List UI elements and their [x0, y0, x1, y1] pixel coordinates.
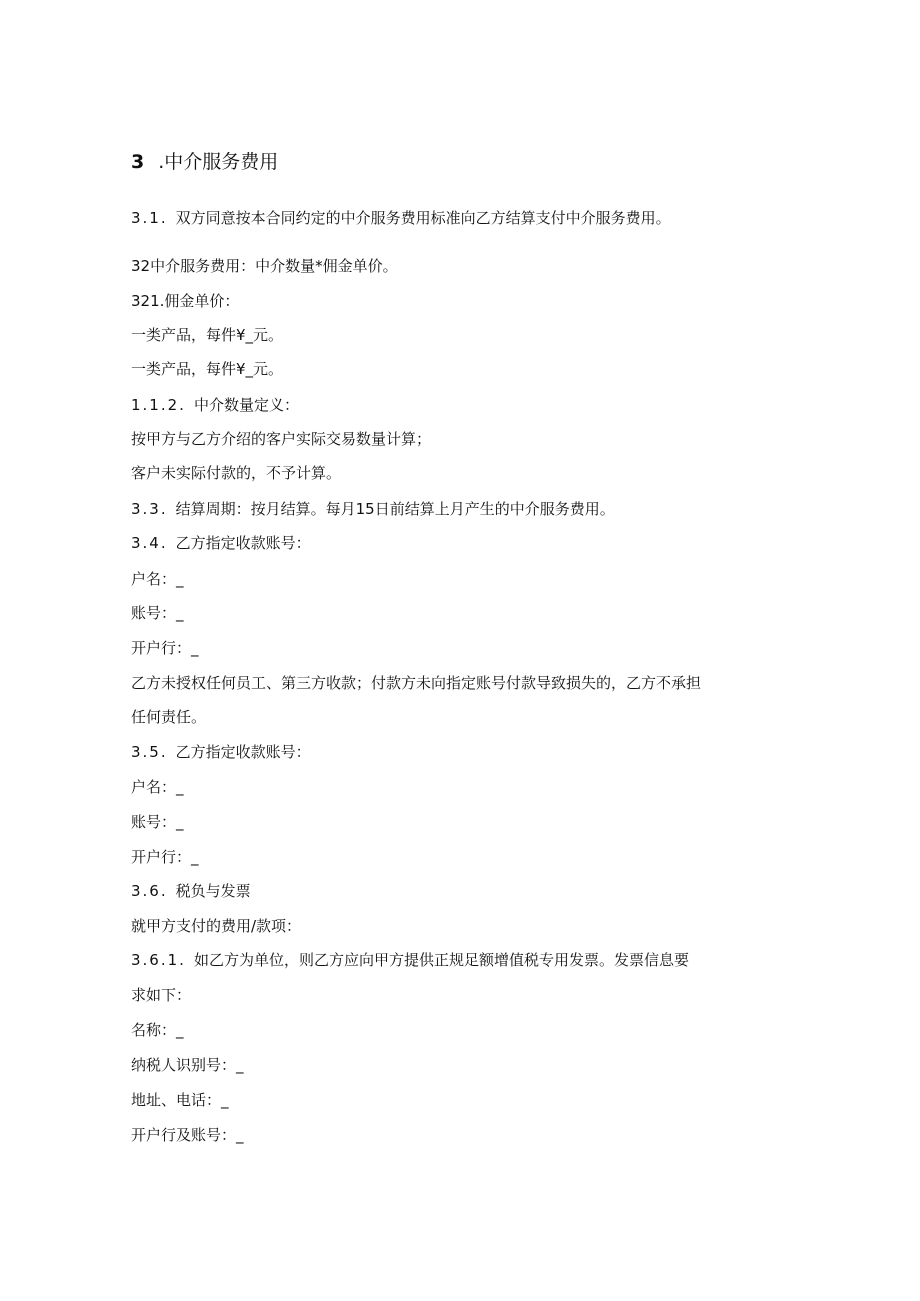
document-line	[131, 462, 341, 484]
document-line	[131, 394, 299, 416]
document-line	[131, 1019, 184, 1041]
document-line	[131, 949, 689, 971]
clause-number: 3.3.	[131, 500, 168, 518]
clause-text: 双方同意按本合同约定的中介服务费用标准向乙方结算支付中介服务费用。	[175, 209, 671, 227]
clause-text: 乙方指定收款账号：	[175, 743, 311, 761]
document-line	[131, 602, 184, 624]
document-line	[131, 358, 283, 380]
clause-text: 任何责任。	[131, 708, 207, 726]
clause-text: 按甲方与乙方介绍的客户实际交易数量计算；	[131, 430, 432, 448]
document-line	[131, 428, 431, 450]
clause-text: 乙方未授权任何员工、第三方收款；付款方未向指定账号付款导致损失的，乙方不承担	[131, 674, 702, 692]
clause-text: 开户行及账号：_	[131, 1126, 244, 1144]
document-line	[131, 1089, 229, 1111]
section-title: .中介服务费用	[158, 151, 279, 173]
clause-text: 中介数量定义：	[193, 396, 299, 414]
clause-number: 1.1.2.	[131, 396, 186, 414]
document-line	[131, 255, 398, 277]
document-line	[131, 498, 615, 520]
document-line	[131, 324, 283, 346]
document-line	[131, 741, 311, 763]
document-line	[131, 776, 184, 798]
clause-text: 账号：_	[131, 813, 184, 831]
document-line	[131, 915, 301, 937]
document-line	[131, 1124, 244, 1146]
clause-text: 乙方指定收款账号：	[175, 534, 311, 552]
clause-number: 3.4.	[131, 534, 168, 552]
clause-number: 3.1.	[131, 209, 168, 227]
clause-text: 如乙方为单位，则乙方应向甲方提供正规足额增值税专用发票。发票信息要	[193, 951, 689, 969]
document-line	[131, 568, 184, 590]
document-line	[131, 290, 239, 312]
clause-text: 纳税人识别号：_	[131, 1056, 244, 1074]
document-line	[131, 880, 251, 902]
clause-text: 一类产品，每件¥_元。	[131, 326, 284, 344]
document-line	[131, 207, 671, 229]
clause-text: 客户未实际付款的，不予计算。	[131, 464, 342, 482]
document-line	[131, 532, 311, 554]
document-line	[131, 846, 199, 868]
clause-text: 税负与发票	[175, 882, 251, 900]
clause-text: 32中介服务费用：中介数量*佣金单价。	[131, 257, 398, 275]
clause-text: 地址、电话：_	[131, 1091, 229, 1109]
section-heading	[131, 148, 278, 176]
document-line	[131, 637, 199, 659]
document-line	[131, 672, 701, 694]
clause-text: 321.佣金单价：	[131, 292, 240, 310]
document-line	[131, 811, 184, 833]
document-line	[131, 984, 191, 1006]
clause-number: 3.6.1.	[131, 951, 186, 969]
document-line	[131, 706, 206, 728]
section-number: 3	[131, 151, 145, 173]
clause-text: 账号：_	[131, 604, 184, 622]
clause-text: 户名：_	[131, 570, 184, 588]
clause-text: 一类产品，每件¥_元。	[131, 360, 284, 378]
clause-text: 求如下：	[131, 986, 192, 1004]
clause-text: 就甲方支付的费用/款项：	[131, 917, 302, 935]
document-line	[131, 1054, 244, 1076]
clause-text: 名称：_	[131, 1021, 184, 1039]
clause-text: 结算周期：按月结算。每月15日前结算上月产生的中介服务费用。	[175, 500, 615, 518]
clause-text: 开户行：_	[131, 848, 199, 866]
clause-text: 开户行：_	[131, 639, 199, 657]
clause-number: 3.6.	[131, 882, 168, 900]
clause-text: 户名：_	[131, 778, 184, 796]
clause-number: 3.5.	[131, 743, 168, 761]
